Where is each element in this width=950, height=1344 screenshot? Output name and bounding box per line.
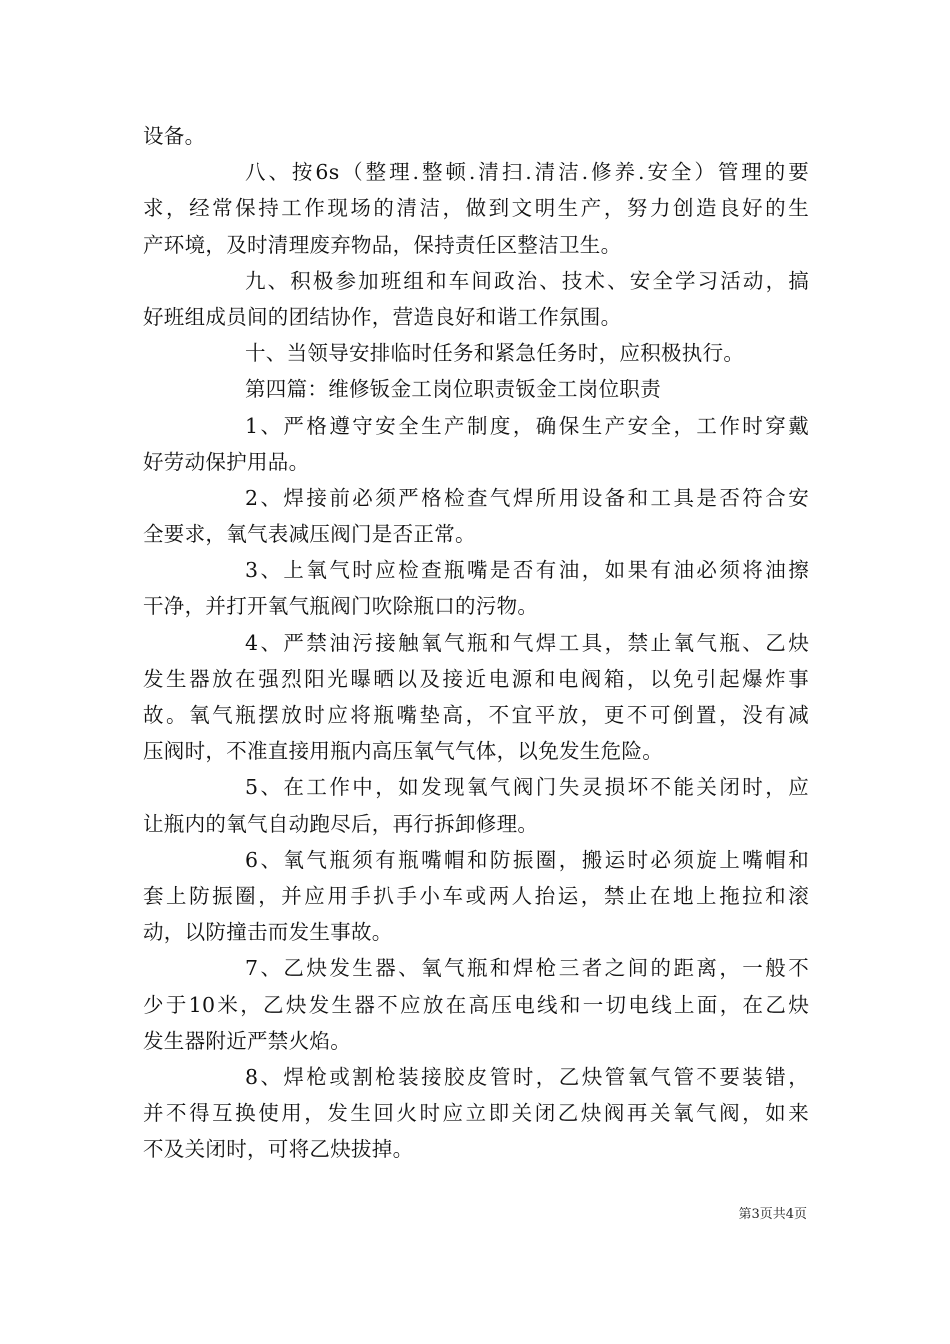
- text-line: 设备。: [143, 124, 206, 148]
- text-line: 干净，并打开氧气瓶阀门吹除瓶口的污物。: [143, 594, 539, 619]
- text-line: 压阀时，不准直接用瓶内高压氧气气体，以免发生危险。: [143, 739, 663, 764]
- text-line: 8、焊枪或割枪装接胶皮管时，乙炔管氧气管不要装错，: [245, 1064, 809, 1089]
- text-line: 并不得互换使用，发生回火时应立即关闭乙炔阀再关氧气阀，如来: [143, 1101, 809, 1126]
- text-line: 好班组成员间的团结协作，营造良好和谐工作氛围。: [143, 304, 622, 329]
- text-line: 让瓶内的氧气自动跑尽后，再行拆卸修理。: [143, 811, 539, 836]
- text-line: 全要求，氧气表减压阀门是否正常。: [143, 522, 476, 547]
- text-line: 故。氧气瓶摆放时应将瓶嘴垫高，不宜平放，更不可倒置，没有减: [143, 703, 809, 727]
- text-line: 2、焊接前必须严格检查气焊所用设备和工具是否符合安: [245, 485, 809, 510]
- page-footer: 第3页共4页: [738, 1207, 807, 1222]
- text-line: 6、氧气瓶须有瓶嘴帽和防振圈，搬运时必须旋上嘴帽和: [245, 847, 809, 872]
- text-line: 套上防振圈，并应用手扒手小车或两人抬运，禁止在地上拖拉和滚: [143, 883, 809, 908]
- text-line: 动，以防撞击而发生事故。: [143, 920, 393, 945]
- text-line: 八、按6s（整理.整顿.清扫.清洁.修养.安全）管理的要: [245, 160, 809, 185]
- text-line: 发生器放在强烈阳光曝晒以及接近电源和电阀箱，以免引起爆炸事: [143, 666, 809, 691]
- text-line: 求，经常保持工作现场的清洁，做到文明生产，努力创造良好的生: [143, 196, 809, 221]
- text-line: 5、在工作中，如发现氧气阀门失灵损坏不能关闭时，应: [245, 775, 809, 800]
- text-line: 产环境，及时清理废弃物品，保持责任区整洁卫生。: [143, 232, 622, 257]
- text-line: 好劳动保护用品。: [143, 449, 310, 474]
- text-line: 第四篇：维修钣金工岗位职责钣金工岗位职责: [245, 377, 661, 402]
- text-line: 1、严格遵守安全生产制度，确保生产安全，工作时穿戴: [245, 413, 809, 438]
- text-line: 十、当领导安排临时任务和紧急任务时，应积极执行。: [245, 341, 745, 366]
- text-line: 4、严禁油污接触氧气瓶和气焊工具，禁止氧气瓶、乙炔: [245, 630, 809, 655]
- text-line: 发生器附近严禁火焰。: [143, 1028, 351, 1053]
- text-line: 少于10米，乙炔发生器不应放在高压电线和一切电线上面，在乙炔: [143, 992, 809, 1017]
- text-line: 九、积极参加班组和车间政治、技术、安全学习活动，搞: [245, 268, 809, 293]
- text-line: 3、上氧气时应检查瓶嘴是否有油，如果有油必须将油擦: [245, 558, 809, 583]
- body-text: [143, 118, 809, 1167]
- text-line: 7、乙炔发生器、氧气瓶和焊枪三者之间的距离，一般不: [245, 956, 809, 981]
- text-line: 不及关闭时，可将乙炔拔掉。: [143, 1137, 414, 1162]
